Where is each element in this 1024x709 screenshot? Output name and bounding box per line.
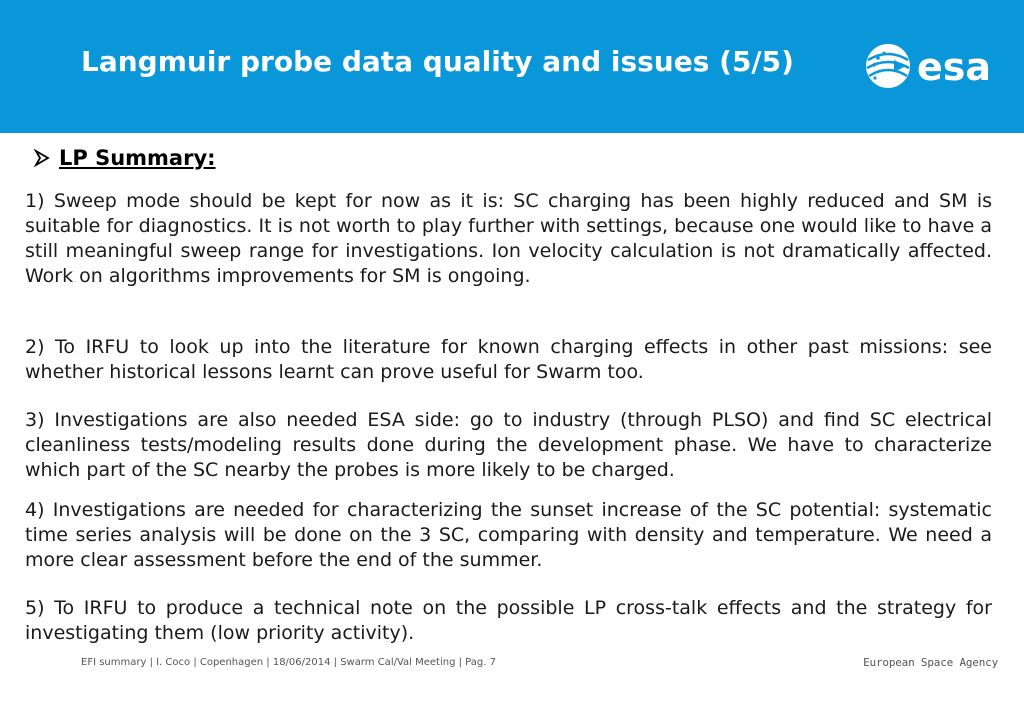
esa-logo-globe-icon bbox=[866, 44, 910, 88]
summary-paragraph-1: 1) Sweep mode should be kept for now as it is: SC charging has been highly reduced and SM is suitable for diagnostics. It is not worth to play further with settings, because one would like to have a still meaningful sweep range for investigations. Ion velocity calculation is not dramatically affected. Work on algorithms improvements for SM is ongoing. bbox=[25, 190, 992, 287]
header-bar bbox=[0, 0, 1024, 133]
arrow-bullet-icon bbox=[33, 149, 51, 167]
summary-paragraph-5: 5) To IRFU to produce a technical note on the possible LP cross-talk effects and the strategy for investigating them (low priority activity). bbox=[25, 597, 992, 644]
slide-title: Langmuir probe data quality and issues (5/5) bbox=[81, 45, 794, 78]
summary-paragraph-4: 4) Investigations are needed for characterizing the sunset increase of the SC potential: systematic time series analysis will be done on the 3 SC, comparing with density and temperature. We need a more clear assessment before the end of the summer. bbox=[25, 499, 992, 571]
footer-info: EFI summary | I. Coco | Copenhagen | 18/06/2014 | Swarm Cal/Val Meeting | Pag. 7 bbox=[81, 657, 496, 668]
footer-agency: European Space Agency bbox=[863, 656, 998, 669]
esa-logo bbox=[862, 38, 1002, 94]
esa-logo-text: esa bbox=[917, 45, 992, 89]
section-heading bbox=[33, 144, 216, 172]
section-heading-label: LP Summary: bbox=[59, 146, 216, 170]
summary-paragraph-3: 3) Investigations are also needed ESA side: go to industry (through PLSO) and find SC electrical cleanliness tests/modeling results done during the development phase. We have to characterize which part of the SC nearby the probes is more likely to be charged. bbox=[25, 409, 992, 481]
summary-paragraph-2: 2) To IRFU to look up into the literature for known charging effects in other past missions: see whether historical lessons learnt can prove useful for Swarm too. bbox=[25, 336, 992, 383]
